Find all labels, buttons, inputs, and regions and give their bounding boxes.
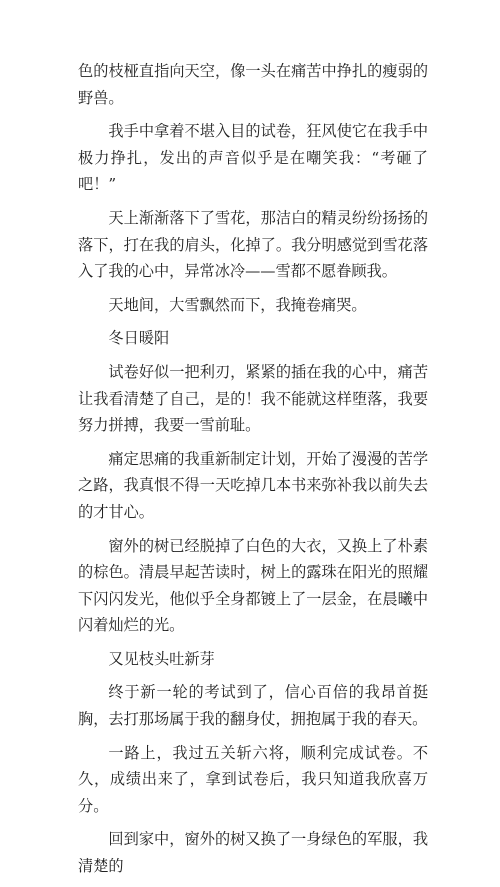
paragraph-continuation: 色的枝桠直指向天空，像一头在痛苦中挣扎的瘦弱的野兽。 bbox=[78, 62, 428, 107]
paragraph: 痛定思痛的我重新制定计划，开始了漫漫的苦学之路，我真恨不得一天吃掉几本书来弥补我以前失去的才甘心。 bbox=[78, 449, 428, 521]
paragraph: 我手中拿着不堪入目的试卷，狂风使它在我手中极力挣扎，发出的声音似乎是在嘲笑我：“考砸了吧！” bbox=[78, 122, 428, 194]
paragraph: 一路上，我过五关斩六将，顺利完成试卷。不久，成绩出来了，拿到试卷后，我只知道我欣喜万分。 bbox=[78, 743, 428, 815]
paragraph: 回到家中，窗外的树又换了一身绿色的军服，我清楚的 bbox=[78, 830, 428, 876]
paragraph: 天上渐渐落下了雪花，那洁白的精灵纷纷扬扬的落下，打在我的肩头，化掉了。我分明感觉到雪花落入了我的心中，异常冰冷——雪都不愿眷顾我。 bbox=[78, 208, 428, 281]
paragraph: 天地间，大雪飘然而下，我掩卷痛哭。 bbox=[108, 295, 367, 314]
paragraph: 窗外的树已经脱掉了白色的大衣，又换上了朴素的棕色。清晨早起苦读时，树上的露珠在阳光的照耀下闪闪发光，他似乎全身都镀上了一层金，在晨曦中闪着灿烂的光。 bbox=[78, 536, 428, 635]
paragraph: 试卷好似一把利刃，紧紧的插在我的心中，痛苦让我看清楚了自己，是的！我不能就这样堕落，我要努力拼搏，我要一雪前耻。 bbox=[78, 362, 428, 435]
section-heading: 又见枝头吐新芽 bbox=[108, 649, 215, 668]
paragraph: 终于新一轮的考试到了，信心百倍的我昂首挺胸，去打那场属于我的翻身仗，拥抱属于我的春天。 bbox=[78, 683, 428, 729]
essay-text bbox=[78, 58, 428, 887]
section-heading: 冬日暖阳 bbox=[108, 329, 170, 348]
